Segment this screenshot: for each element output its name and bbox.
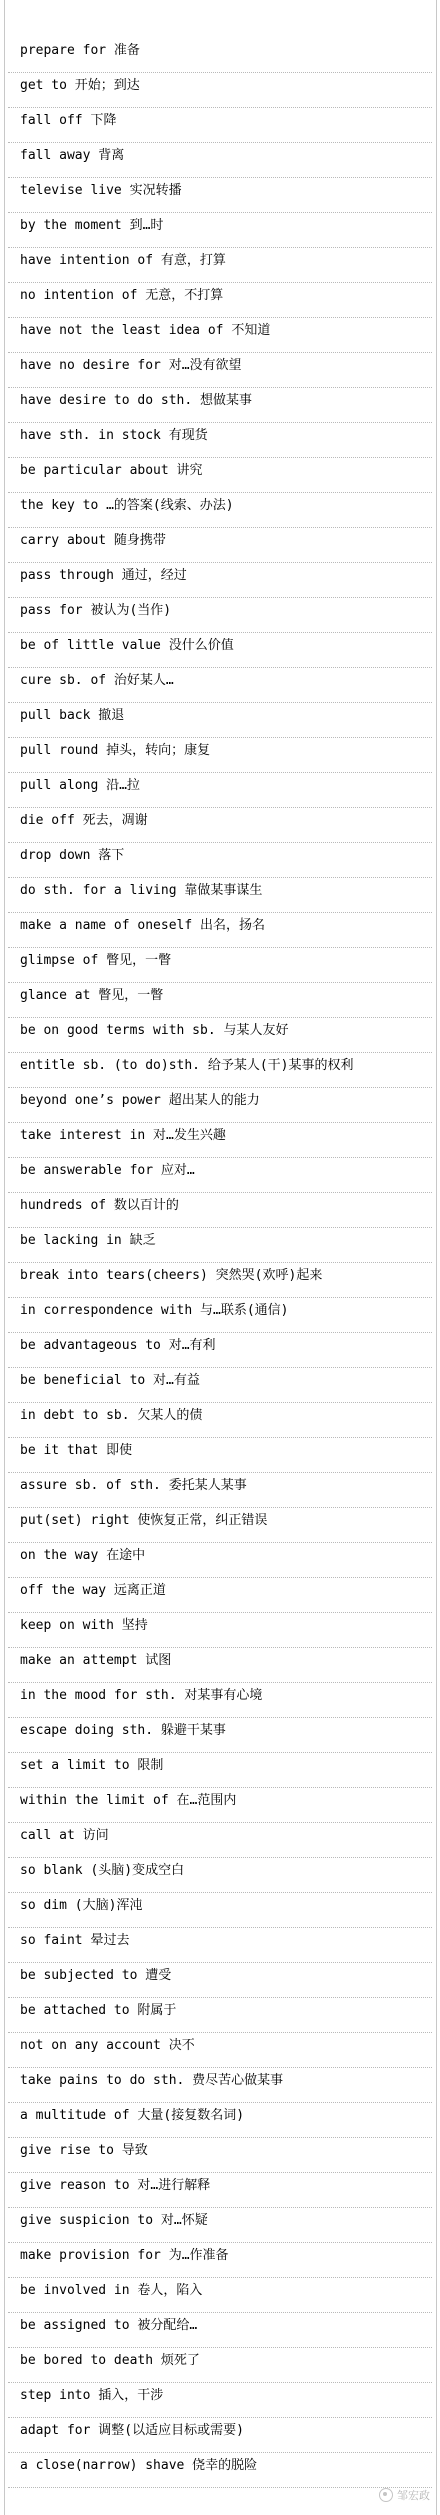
phrase-entry-text: be it that 即使 <box>20 1443 133 1458</box>
phrase-entry-text: make an attempt 试图 <box>20 1653 172 1668</box>
phrase-entry-text: be lacking in 缺乏 <box>20 1233 156 1248</box>
phrase-list <box>0 38 440 2488</box>
list-item <box>8 528 432 563</box>
phrase-entry-text: carry about 随身携带 <box>20 533 166 548</box>
list-item <box>8 1998 432 2033</box>
list-item <box>8 2278 432 2313</box>
phrase-entry-text: fall off 下降 <box>20 113 117 128</box>
phrase-entry-text: do sth. for a living 靠做某事谋生 <box>20 883 263 898</box>
phrase-entry-text: pass through 通过，经过 <box>20 568 187 583</box>
list-item <box>8 808 432 843</box>
list-item <box>8 458 432 493</box>
phrase-entry-text: entitle sb. (to do)sth. 给予某人(干)某事的权利 <box>20 1058 354 1073</box>
list-item <box>8 2068 432 2103</box>
list-item <box>8 598 432 633</box>
list-item <box>8 353 432 388</box>
list-item <box>8 1928 432 1963</box>
phrase-entry-text: have desire to do sth. 想做某事 <box>20 393 253 408</box>
list-item <box>8 983 432 1018</box>
phrase-entry-text: televise live 实况转播 <box>20 183 182 198</box>
list-item <box>8 388 432 423</box>
list-item <box>8 1718 432 1753</box>
phrase-entry-text: be of little value 没什么价值 <box>20 638 234 653</box>
watermark-text: 邹宏政 <box>397 2489 430 2502</box>
list-item <box>8 213 432 248</box>
list-item <box>8 2173 432 2208</box>
list-item <box>8 1473 432 1508</box>
list-item <box>8 1018 432 1053</box>
list-item <box>8 1123 432 1158</box>
list-item <box>8 38 432 73</box>
phrase-entry-text: step into 插入，干涉 <box>20 2388 164 2403</box>
phrase-entry-text: give suspicion to 对…怀疑 <box>20 2213 208 2228</box>
phrase-entry-text: die off 死去，凋谢 <box>20 813 148 828</box>
phrase-entry-text: make provision for 为…作准备 <box>20 2248 229 2263</box>
list-item <box>8 1578 432 1613</box>
phrase-entry-text: make a name of oneself 出名，扬名 <box>20 918 266 933</box>
phrase-entry-text: assure sb. of sth. 委托某人某事 <box>20 1478 247 1493</box>
list-item <box>8 1753 432 1788</box>
phrase-entry-text: be assigned to 被分配给… <box>20 2318 198 2333</box>
list-item <box>8 738 432 773</box>
list-item <box>8 1403 432 1438</box>
phrase-entry-text: take interest in 对…发生兴趣 <box>20 1128 226 1143</box>
phrase-entry-text: within the limit of 在…范围内 <box>20 1793 237 1808</box>
phrase-entry-text: cure sb. of 治好某人… <box>20 673 174 688</box>
phrase-entry-text: have sth. in stock 有现货 <box>20 428 208 443</box>
list-item <box>8 2418 432 2453</box>
phrase-entry-text: have intention of 有意，打算 <box>20 253 226 268</box>
list-item <box>8 318 432 353</box>
list-item <box>8 2208 432 2243</box>
phrase-entry-text: prepare for 准备 <box>20 43 140 58</box>
phrase-entry-text: get to 开始；到达 <box>20 78 140 93</box>
list-item <box>8 1648 432 1683</box>
phrase-entry-text: pull round 掉头，转向；康复 <box>20 743 211 758</box>
phrase-entry-text: be particular about 讲究 <box>20 463 203 478</box>
phrase-entry-text: give reason to 对…进行解释 <box>20 2178 211 2193</box>
list-item <box>8 2348 432 2383</box>
list-item <box>8 1823 432 1858</box>
phrase-entry-text: so blank (头脑)变成空白 <box>20 1863 185 1878</box>
phrase-entry-text: hundreds of 数以百计的 <box>20 1198 179 1213</box>
list-item <box>8 1893 432 1928</box>
phrase-entry-text: in the mood for sth. 对某事有心境 <box>20 1688 263 1703</box>
phrase-entry-text: fall away 背离 <box>20 148 125 163</box>
phrase-entry-text: in correspondence with 与…联系(通信) <box>20 1303 289 1318</box>
phrase-entry-text: a close(narrow) shave 侥幸的脱险 <box>20 2458 258 2473</box>
phrase-entry-text: put(set) right 使恢复正常，纠正错误 <box>20 1513 268 1528</box>
phrase-entry-text: be bored to death 烦死了 <box>20 2353 200 2368</box>
phrase-entry-text: have not the least idea of 不知道 <box>20 323 271 338</box>
list-item <box>8 2103 432 2138</box>
list-item <box>8 2033 432 2068</box>
phrase-entry-text: the key to …的答案(线索、办法) <box>20 498 234 513</box>
list-item <box>8 248 432 283</box>
list-item <box>8 1158 432 1193</box>
phrase-entry-text: adapt for 调整(以适应目标或需要) <box>20 2423 244 2438</box>
list-item <box>8 1368 432 1403</box>
phrase-entry-text: be on good terms with sb. 与某人友好 <box>20 1023 289 1038</box>
phrase-entry-text: be involved in 卷人，陷入 <box>20 2283 203 2298</box>
phrase-entry-text: beyond one’s power 超出某人的能力 <box>20 1093 260 1108</box>
list-item <box>8 1333 432 1368</box>
phrase-entry-text: by the moment 到…时 <box>20 218 164 233</box>
list-item <box>8 1263 432 1298</box>
list-item <box>8 283 432 318</box>
list-item <box>8 73 432 108</box>
list-item <box>8 1193 432 1228</box>
list-item <box>8 1858 432 1893</box>
phrase-entry-text: give rise to 导致 <box>20 2143 148 2158</box>
list-item <box>8 948 432 983</box>
list-item <box>8 1438 432 1473</box>
phrase-entry-text: pass for 被认为(当作) <box>20 603 172 618</box>
phrase-entry-text: no intention of 无意，不打算 <box>20 288 224 303</box>
phrase-entry-text: keep on with 坚持 <box>20 1618 148 1633</box>
phrase-entry-text: pull along 沿…拉 <box>20 778 140 793</box>
list-item <box>8 493 432 528</box>
list-item <box>8 703 432 738</box>
list-item <box>8 143 432 178</box>
phrase-entry-text: so dim (大脑)浑沌 <box>20 1898 143 1913</box>
list-item <box>8 1613 432 1648</box>
list-item <box>8 1053 432 1088</box>
list-item <box>8 1963 432 1998</box>
phrase-entry-text: set a limit to 限制 <box>20 1758 164 1773</box>
phrase-entry-text: be beneficial to 对…有益 <box>20 1373 200 1388</box>
list-item <box>8 633 432 668</box>
phrase-entry-text: be advantageous to 对…有利 <box>20 1338 216 1353</box>
phrase-entry-text: a multitude of 大量(接复数名词) <box>20 2108 245 2123</box>
phrase-entry-text: have no desire for 对…没有欲望 <box>20 358 242 373</box>
phrase-entry-text: in debt to sb. 欠某人的债 <box>20 1408 203 1423</box>
list-item <box>8 108 432 143</box>
list-item <box>8 2383 432 2418</box>
phrase-entry-text: break into tears(cheers) 突然哭(欢呼)起来 <box>20 1268 323 1283</box>
list-item <box>8 1088 432 1123</box>
phrase-entry-text: take pains to do sth. 费尽苦心做某事 <box>20 2073 284 2088</box>
list-item <box>8 178 432 213</box>
phrase-entry-text: be subjected to 遭受 <box>20 1968 172 1983</box>
list-item <box>8 563 432 598</box>
phrase-entry-text: drop down 落下 <box>20 848 125 863</box>
watermark <box>379 2487 430 2503</box>
list-item <box>8 843 432 878</box>
list-item <box>8 1788 432 1823</box>
list-item <box>8 878 432 913</box>
list-item <box>8 2138 432 2173</box>
list-item <box>8 2453 432 2488</box>
list-item <box>8 668 432 703</box>
list-item <box>8 1508 432 1543</box>
phrase-entry-text: not on any account 决不 <box>20 2038 195 2053</box>
list-item <box>8 1298 432 1333</box>
list-item <box>8 423 432 458</box>
list-item <box>8 2313 432 2348</box>
phrase-entry-text: so faint 晕过去 <box>20 1933 130 1948</box>
list-item <box>8 1543 432 1578</box>
phrase-entry-text: be attached to 附属于 <box>20 2003 177 2018</box>
phrase-entry-text: be answerable for 应对… <box>20 1163 195 1178</box>
phrase-entry-text: call at 访问 <box>20 1828 109 1843</box>
list-item <box>8 1228 432 1263</box>
phrase-entry-text: glimpse of 瞥见，一瞥 <box>20 953 172 968</box>
phrase-entry-text: escape doing sth. 躲避干某事 <box>20 1723 226 1738</box>
list-item <box>8 2243 432 2278</box>
list-item <box>8 1683 432 1718</box>
watermark-logo-icon <box>379 2488 393 2502</box>
list-item <box>8 913 432 948</box>
phrase-entry-text: off the way 远离正道 <box>20 1583 166 1598</box>
phrase-entry-text: on the way 在途中 <box>20 1548 146 1563</box>
phrase-entry-text: pull back 撤退 <box>20 708 125 723</box>
phrase-entry-text: glance at 瞥见，一瞥 <box>20 988 164 1003</box>
list-item <box>8 773 432 808</box>
